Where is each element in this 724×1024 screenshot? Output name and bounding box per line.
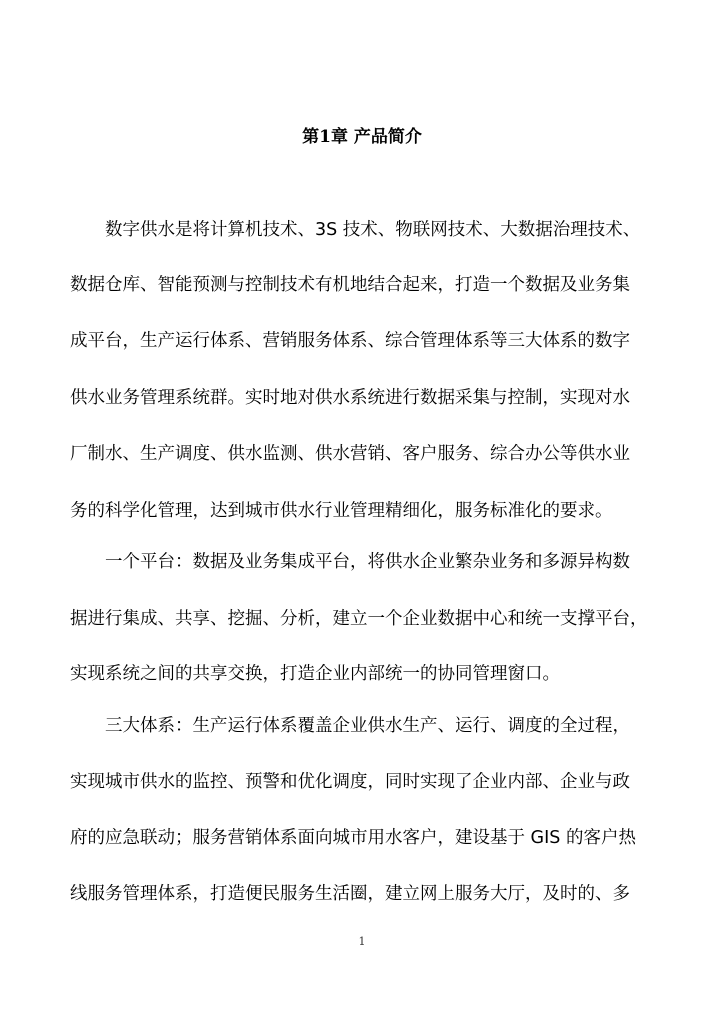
paragraph-line: 实现系统之间的共享交换，打造企业内部统一的协同管理窗口。 — [70, 664, 560, 684]
paragraph-line: 厂制水、生产调度、供水监测、供水营销、客户服务、综合办公等供水业 — [70, 444, 630, 464]
paragraph-line: 供水业务管理系统群。实时地对供水系统进行数据采集与控制，实现对水 — [70, 388, 630, 408]
paragraph-line: 据进行集成、共享、挖掘、分析，建立一个企业数据中心和统一支撑平台， — [70, 609, 648, 629]
paragraph-line: 数据仓库、智能预测与控制技术有机地结合起来，打造一个数据及业务集 — [70, 275, 630, 295]
paragraph-line: 三大体系：生产运行体系覆盖企业供水生产、运行、调度的全过程， — [105, 716, 630, 736]
paragraph-line: 一个平台：数据及业务集成平台，将供水企业繁杂业务和多源异构数 — [105, 552, 630, 572]
chapter-title: 第1章 产品简介 — [302, 127, 422, 147]
paragraph-line: 府的应急联动；服务营销体系面向城市用水客户，建设基于 GIS 的客户热 — [70, 828, 636, 848]
paragraph-line: 线服务管理体系，打造便民服务生活圈，建立网上服务大厅，及时的、多 — [70, 884, 630, 904]
paragraph-line: 实现城市供水的监控、预警和优化调度，同时实现了企业内部、企业与政 — [70, 772, 630, 792]
paragraph-line: 务的科学化管理，达到城市供水行业管理精细化，服务标准化的要求。 — [70, 501, 613, 521]
page-number: 1 — [358, 935, 366, 948]
paragraph-line: 成平台，生产运行体系、营销服务体系、综合管理体系等三大体系的数字 — [70, 331, 630, 351]
paragraph-line: 数字供水是将计算机技术、3S 技术、物联网技术、大数据治理技术、 — [105, 220, 641, 240]
